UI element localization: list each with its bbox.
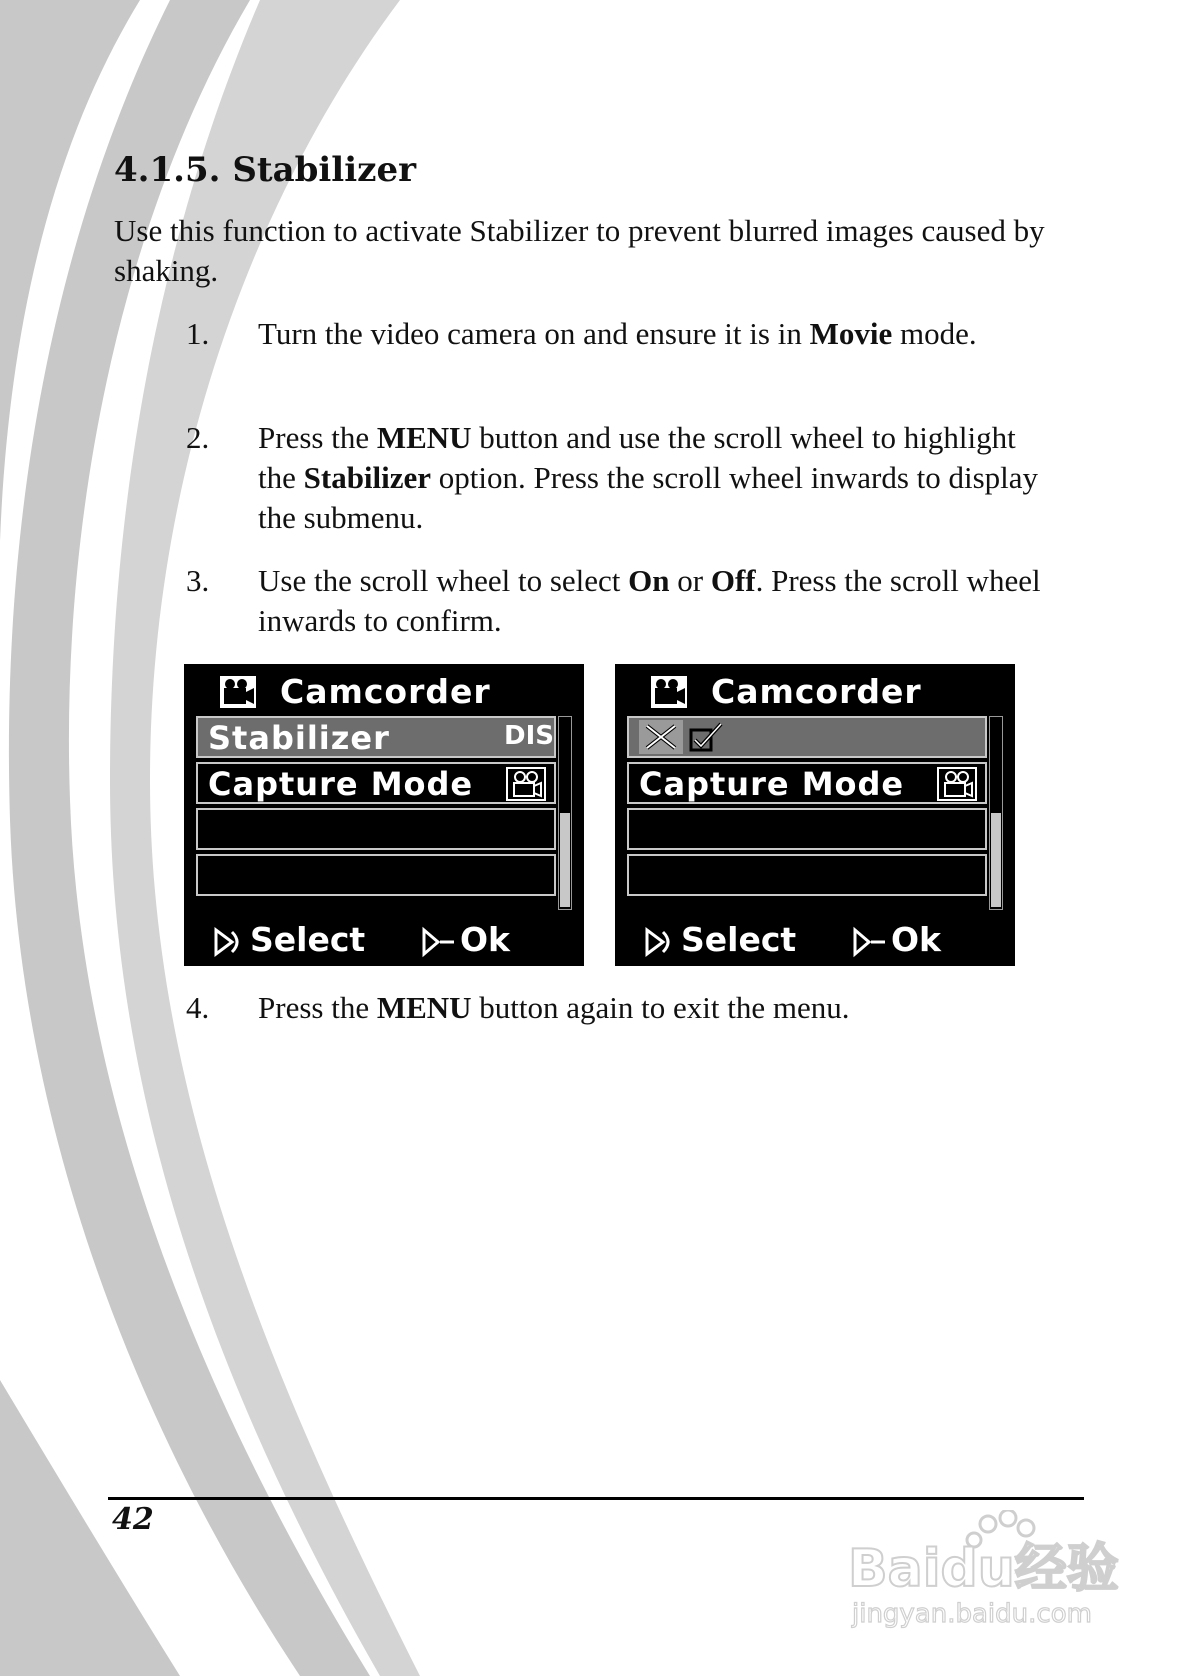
step-text: Use the scroll wheel to select On or Off. Press the scroll wheel inwards to confirm. — [258, 563, 1041, 638]
press-icon — [420, 926, 456, 958]
menu-item-empty — [196, 808, 556, 850]
section-title: 4.1.5. Stabilizer — [114, 150, 416, 190]
press-icon — [851, 926, 887, 958]
dis-icon: DIS — [504, 721, 554, 751]
on-check-icon[interactable] — [687, 720, 727, 754]
screen-title: Camcorder — [280, 672, 491, 711]
footer-rule — [108, 1497, 1084, 1500]
menu-item-label: Stabilizer — [208, 719, 390, 757]
menu-item-label: Capture Mode — [639, 765, 905, 803]
menu-scrollbar[interactable] — [989, 716, 1003, 910]
camera-screen-submenu — [615, 664, 1015, 966]
step-number: 3. — [186, 563, 210, 598]
menu-item-stabilizer[interactable] — [196, 716, 556, 758]
camera-screen-menu — [184, 664, 584, 966]
movie-camera-icon — [506, 767, 546, 801]
step-number: 4. — [186, 990, 210, 1025]
step-text: Press the MENU button and use the scroll wheel to highlight the Stabilizer option. Press the scroll wheel inwards to display the submenu. — [258, 420, 1039, 535]
menu-item-label: Capture Mode — [208, 765, 474, 803]
step-text: Turn the video camera on and ensure it is in Movie mode. — [258, 316, 977, 351]
off-icon[interactable] — [639, 720, 683, 754]
submenu-options-row — [627, 716, 987, 758]
baidu-watermark — [840, 1510, 1130, 1630]
movie-camera-icon — [937, 767, 977, 801]
footer-ok-label: Ok — [460, 920, 510, 959]
menu-item-empty — [627, 854, 987, 896]
scroll-wheel-icon — [643, 926, 675, 958]
step-text: Press the MENU button again to exit the menu. — [258, 990, 850, 1025]
menu-item-capture-mode[interactable] — [196, 762, 556, 804]
step-number: 2. — [186, 420, 210, 455]
camcorder-icon — [649, 674, 689, 710]
watermark-url: jingyan.baidu.com — [852, 1599, 1092, 1629]
scroll-wheel-icon — [212, 926, 244, 958]
intro-paragraph: Use this function to activate Stabilizer to prevent blurred images caused by shaking. — [114, 213, 1045, 288]
watermark-brand: Baidu经验 — [848, 1539, 1119, 1599]
footer-ok-label: Ok — [891, 920, 941, 959]
screen-title: Camcorder — [711, 672, 922, 711]
menu-item-capture-mode[interactable] — [627, 762, 987, 804]
menu-item-empty — [196, 854, 556, 896]
page-number: 42 — [112, 1502, 154, 1537]
camcorder-icon — [218, 674, 258, 710]
step-number: 1. — [186, 316, 210, 351]
footer-select-label: Select — [250, 920, 366, 959]
footer-select-label: Select — [681, 920, 797, 959]
scrollbar-thumb[interactable] — [991, 813, 1001, 907]
menu-item-empty — [627, 808, 987, 850]
scrollbar-thumb[interactable] — [560, 813, 570, 907]
menu-scrollbar[interactable] — [558, 716, 572, 910]
